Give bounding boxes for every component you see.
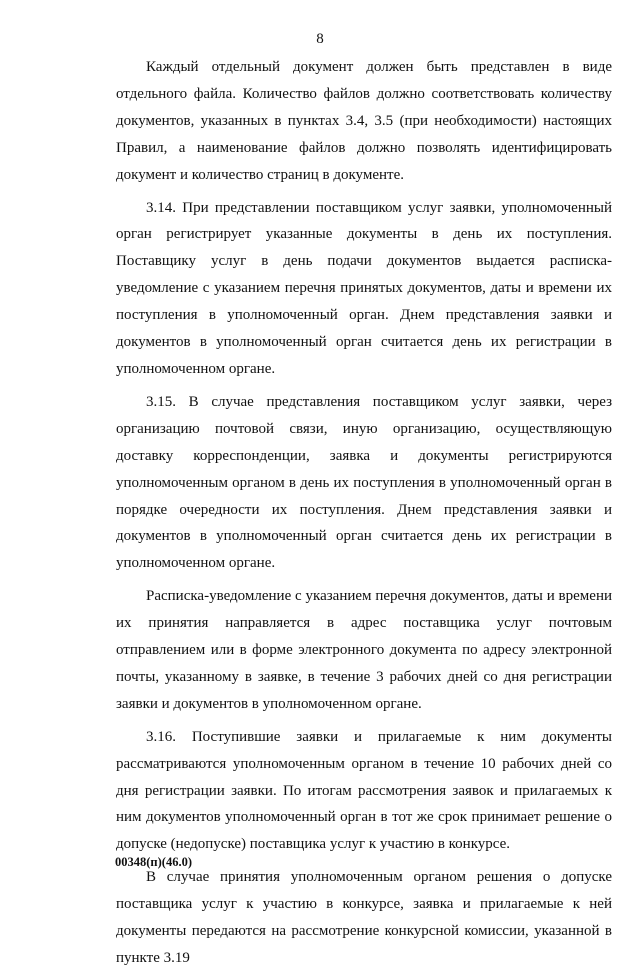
paragraph-admission-decision: В случае принятия уполномоченным органом решения о допуске поставщика услуг к участию в конкурсе, заявка и прилагаемые к ней документы передаются на рассмотрение конкурсной комиссии, указанной в пункте 3.19: [116, 869, 612, 966]
paragraph-receipt-notice: Расписка-уведомление с указанием перечня документов, даты и времени их принятия направляется в адрес поставщика услуг почтовым отправлением или в форме электронного документа по адресу электронной почты, указанному в заявке, в течение 3 рабочих дней со дня регистрации заявки и документов в уполномоченном органе.: [116, 588, 612, 712]
paragraph-3-14: 3.14. При представлении поставщиком услуг заявки, уполномоченный орган регистрирует указанные документы в день их поступления. Поставщику услуг в день подачи документов выдается расписка-уведомление с указанием перечня принятых документов, даты и времени их поступления в уполномоченный орган. Днем представления заявки и документов в уполномоченный орган считается день их регистрации в уполномоченном органе.: [116, 199, 612, 377]
document-code: 00348(п)(46.0): [115, 855, 192, 869]
paragraph-3-16: 3.16. Поступившие заявки и прилагаемые к ним документы рассматриваются уполномоченным органом в течение 10 рабочих дней со дня регистрации заявки. По итогам рассмотрения заявок и прилагаемых к ним документов уполномоченный орган в тот же срок принимает решение о допуске (недопуске) поставщика услуг к участию в конкурсе.: [116, 728, 612, 853]
paragraph-file-requirements: Каждый отдельный документ должен быть представлен в виде отдельного файла. Количество файлов должно соответствовать количеству документов, указанных в пунктах 3.4, 3.5 (при необходимости) настоящих Правил, а наименование файлов должно позволять идентифицировать документ и количество страниц в документе.: [116, 59, 612, 183]
page-number: 8: [316, 31, 324, 47]
paragraph-3-15: 3.15. В случае представления поставщиком услуг заявки, через организацию почтовой связи, иную организацию, осуществляющую доставку корреспонденции, заявка и документы регистрируются уполномоченным органом в день их поступления в уполномоченный орган в порядке очередности их поступления. Днем представления заявки и документов в уполномоченный орган считается день их регистрации в уполномоченном органе.: [116, 393, 612, 572]
document-body: [116, 54, 612, 972]
